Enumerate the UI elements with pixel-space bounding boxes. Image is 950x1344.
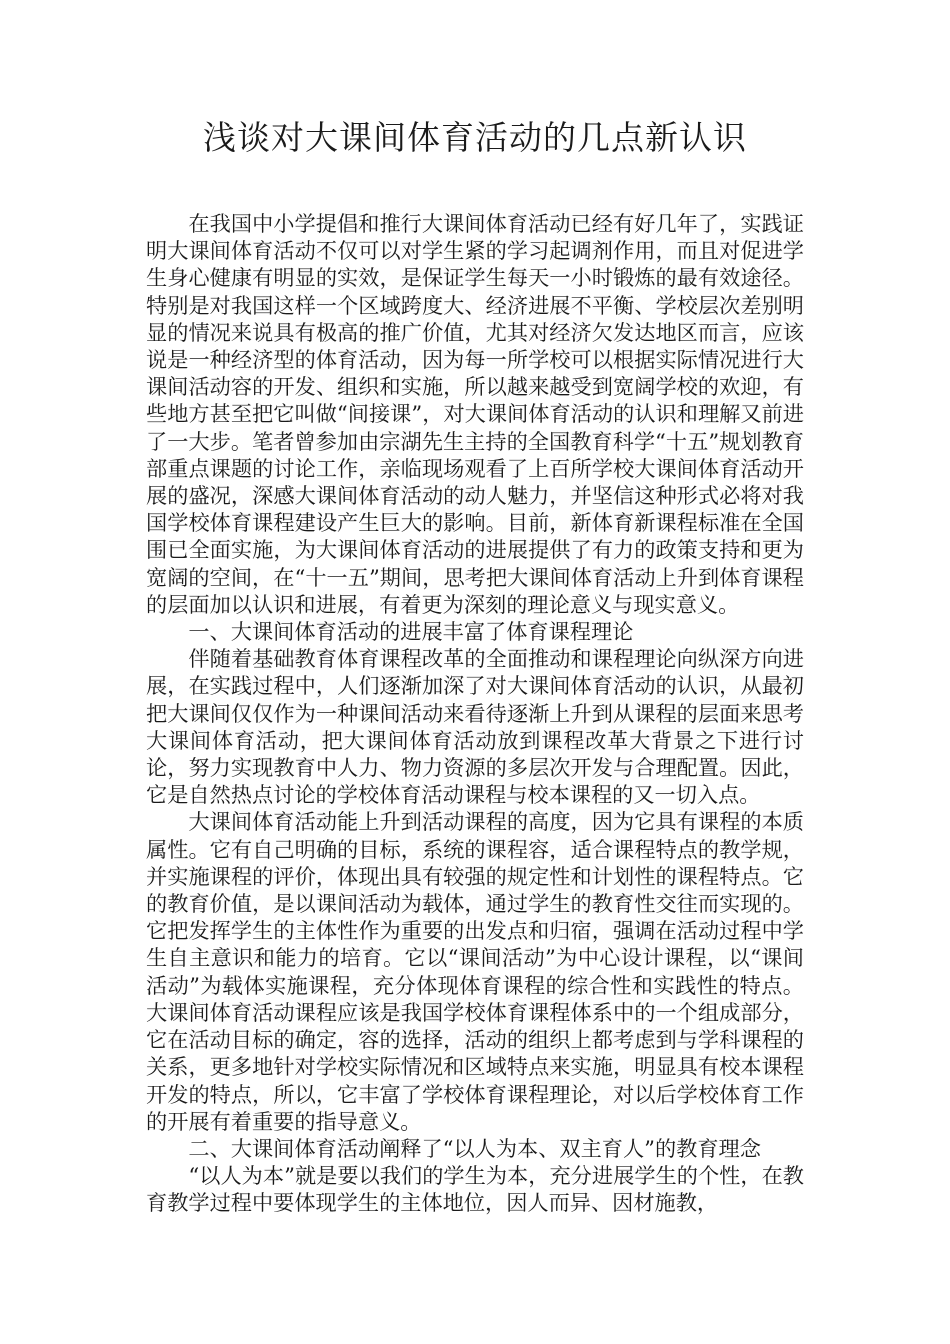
section-heading-1: 一、大课间体育活动的进展丰富了体育课程理论 [188,619,634,645]
section-heading-2: 二、大课间体育活动阐释了“以人为本、双主育人”的教育理念 [188,1135,761,1161]
paragraph-intro: 在我国中小学提倡和推行大课间体育活动已经有好几年了，实践证明大课间体育活动不仅可以对学生紧的学习起调剂作用，而且对促进学生身心健康有明显的实效，是保证学生每天一小时锻炼的最有效途径。特别是对我国这样一个区域跨度大、经济进展不平衡、学校层次差别明显的情况来说具有极高的推广价值，尤其对经济欠发达地区而言，应该说是一种经济型的体育活动，因为每一所学校可以根据实际情况进行大课间活动容的开发、组织和实施，所以越来越受到宽阔学校的欢迎，有些地方甚至把它叫做“间接课”，对大课间体育活动的认识和理解又前进了一大步。笔者曾参加由宗湖先生主持的全国教育科学“十五”规划教育部重点课题的讨论工作，亲临现场观看了上百所学校大课间体育活动开展的盛况，深感大课间体育活动的动人魅力，并坚信这种形式必将对我国学校体育课程建设产生巨大的影响。目前，新体育新课程标准在全国围已全面实施，为大课间体育活动的进展提供了有力的政策支持和更为宽阔的空间，在“十一五”期间，思考把大课间体育活动上升到体育课程的层面加以认识和进展，有着更为深刻的理论意义与现实意义。 [146,211,804,617]
document-title: 浅谈对大课间体育活动的几点新认识 [203,118,747,157]
paragraph-section2-a: “以人为本”就是要以我们的学生为本，充分进展学生的个性，在教育教学过程中要体现学生的主体地位，因人而异、因材施教， [146,1163,804,1216]
paragraph-section1-b: 大课间体育活动能上升到活动课程的高度，因为它具有课程的本质属性。它有自己明确的目标，系统的课程容，适合课程特点的教学规，并实施课程的评价，体现出具有较强的规定性和计划性的课程特点。它的教育价值，是以课间活动为载体，通过学生的教育性交往而实现的。它把发挥学生的主体性作为重要的出发点和归宿，强调在活动过程中学生自主意识和能力的培育。它以“课间活动”为中心设计课程，以“课间活动”为载体实施课程，充分体现体育课程的综合性和实践性的特点。大课间体育活动课程应该是我国学校体育课程体系中的一个组成部分，它在活动目标的确定，容的选择，活动的组织上都考虑到与学科课程的关系，更多地针对学校实际情况和区域特点来实施，明显具有校本课程开发的特点，所以，它丰富了学校体育课程理论，对以后学校体育工作的开展有着重要的指导意义。 [146,809,804,1134]
paragraph-section1-a: 伴随着基础教育体育课程改革的全面推动和课程理论向纵深方向进展，在实践过程中，人们逐渐加深了对大课间体育活动的认识，从最初把大课间仅仅作为一种课间活动来看待逐渐上升到从课程的层面来思考大课间体育活动，把大课间体育活动放到课程改革大背景之下进行讨论，努力实现教育中人力、物力资源的多层次开发与合理配置。因此，它是自然热点讨论的学校体育活动课程与校本课程的又一切入点。 [146,646,804,808]
document-page [146,118,804,1217]
